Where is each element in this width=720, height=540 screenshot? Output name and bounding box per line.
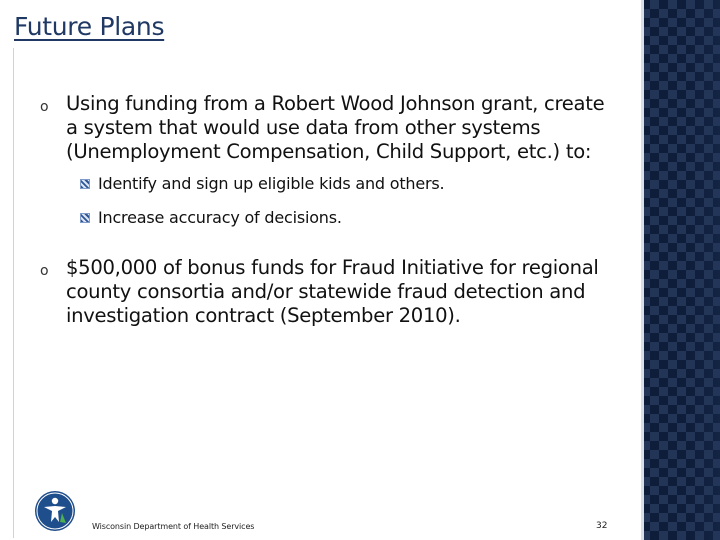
- bullet-text: $500,000 of bonus funds for Fraud Initiative for regional county consortia and/or statewide fraud detection and investigation contract (September 2010).: [66, 256, 599, 327]
- slide-content: [40, 92, 620, 328]
- bullet-circle-icon: o: [40, 263, 49, 279]
- bullet-circle-icon: o: [40, 99, 49, 115]
- page-number: 32: [596, 521, 608, 531]
- sub-bullet-list: [40, 174, 620, 228]
- wisconsin-dhs-logo-icon: [34, 489, 76, 533]
- bullet-item: [40, 256, 620, 328]
- slide-title: Future Plans: [14, 12, 165, 41]
- decorative-side-panel: [641, 0, 720, 540]
- sub-bullet-text: Identify and sign up eligible kids and others.: [98, 174, 445, 193]
- square-bullet-icon: [80, 179, 90, 189]
- bullet-item: [40, 92, 620, 164]
- sub-bullet-item: [80, 208, 620, 228]
- footer-text: Wisconsin Department of Health Services: [92, 522, 255, 531]
- bullet-text: Using funding from a Robert Wood Johnson grant, create a system that would use data from other systems (Unemployment Compensation, Child Support, etc.) to:: [66, 92, 605, 163]
- sub-bullet-item: [80, 174, 620, 194]
- left-divider: [13, 48, 14, 538]
- sub-bullet-text: Increase accuracy of decisions.: [98, 208, 342, 227]
- square-bullet-icon: [80, 213, 90, 223]
